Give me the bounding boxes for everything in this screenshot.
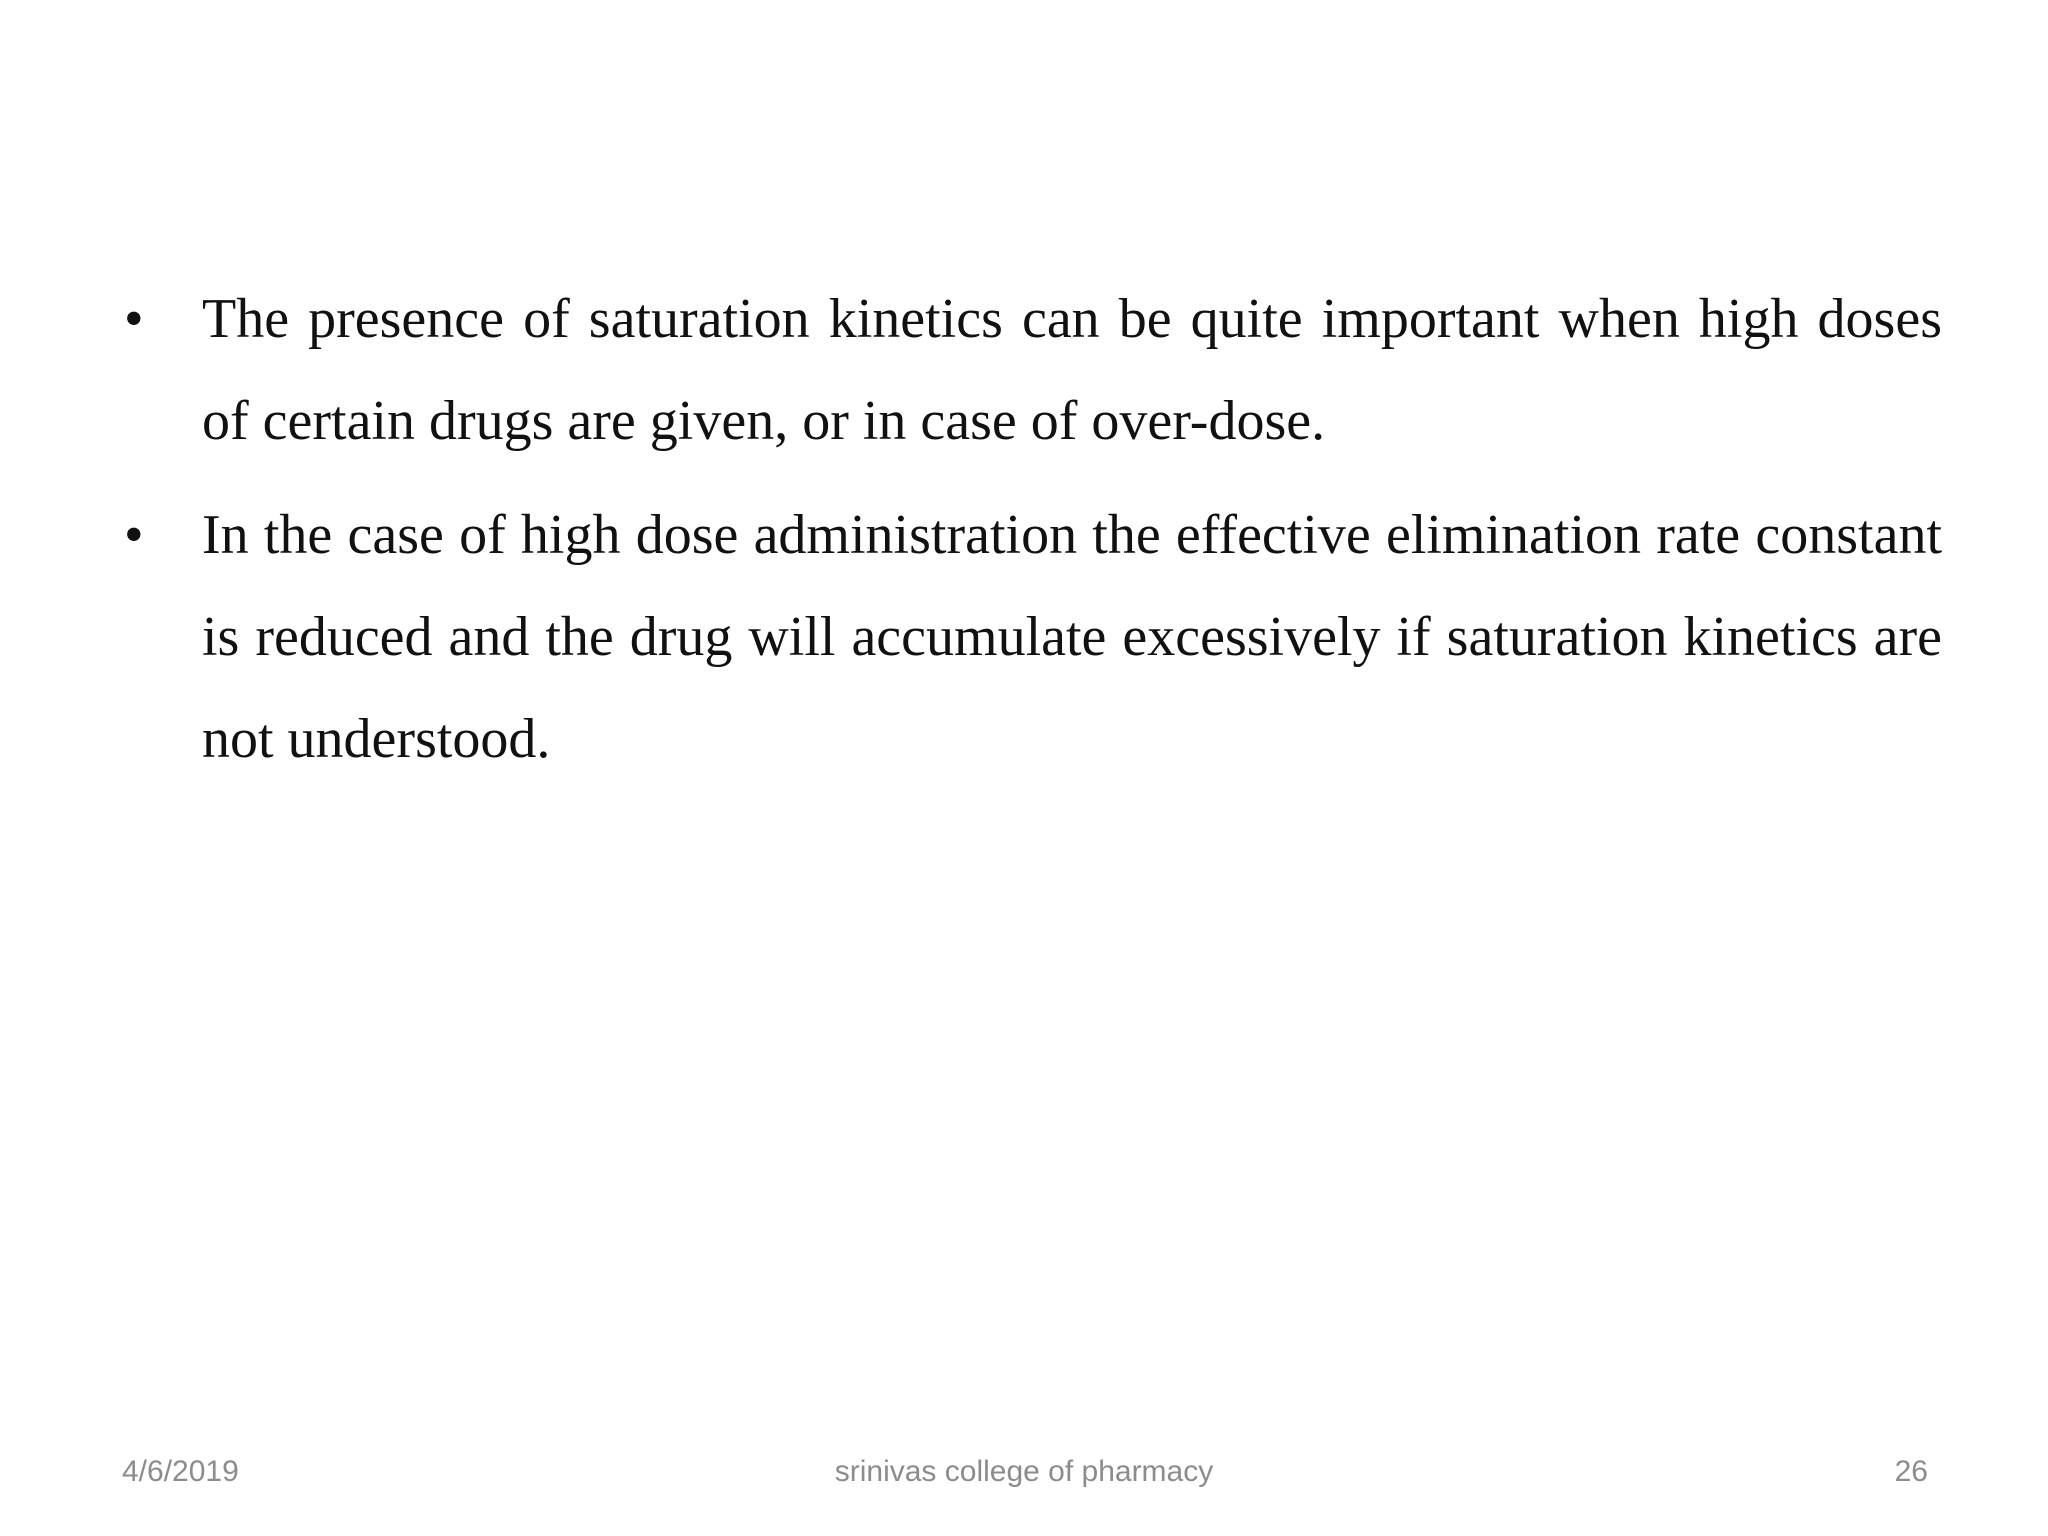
footer-title: srinivas college of pharmacy: [834, 1455, 1214, 1488]
bullet-text: The presence of saturation kinetics can be quite important when high doses of certain drugs are given, or in case of over-dose.: [202, 288, 1942, 452]
bullet-text: In the case of high dose administration the effective elimination rate constant is reduced and the drug will accumulate excessively if saturation kinetics are not understood.: [202, 504, 1942, 770]
footer-date: 4/6/2019: [122, 1455, 239, 1488]
bullet-item: [120, 484, 1942, 790]
bullet-marker: •: [124, 504, 144, 566]
slide-body: [120, 268, 1942, 802]
bullet-item: [120, 268, 1942, 472]
footer-page-number: 26: [1894, 1455, 1928, 1488]
bullet-marker: •: [124, 288, 144, 350]
